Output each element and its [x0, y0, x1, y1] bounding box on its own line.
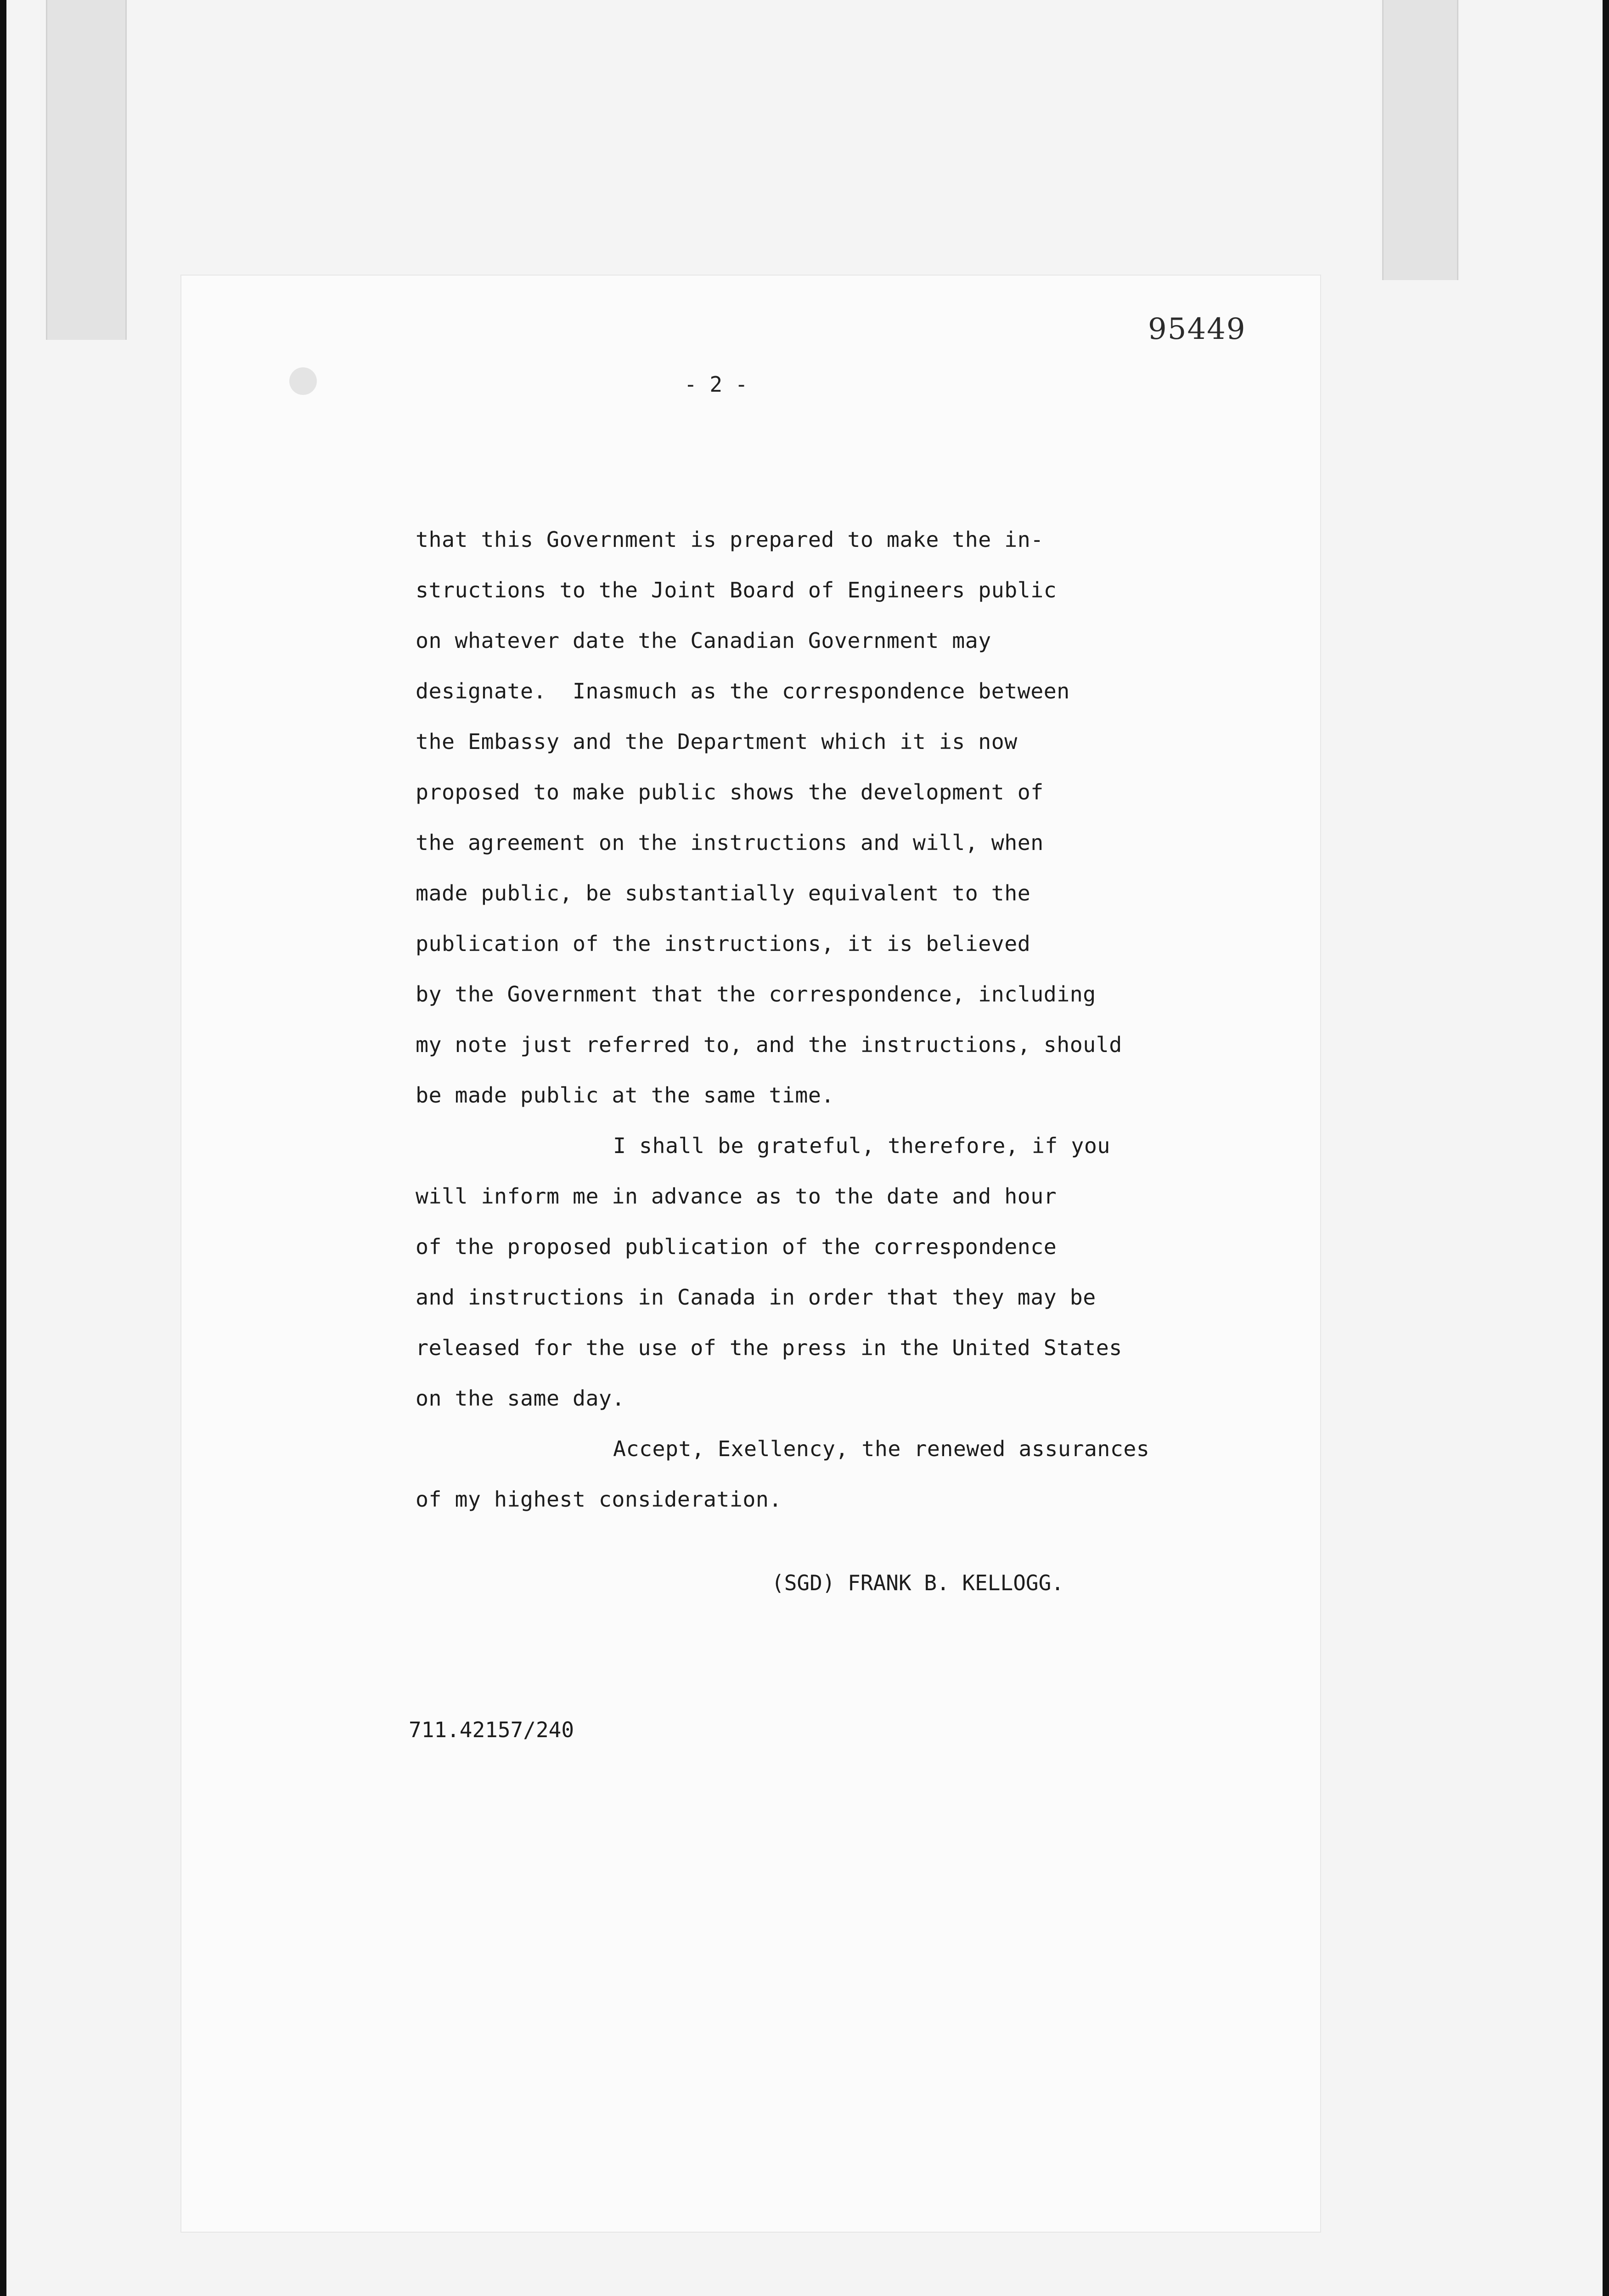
body-line: of the proposed publication of the correspondence	[416, 1234, 1057, 1259]
signature-line: (SGD) FRANK B. KELLOGG.	[771, 1570, 1064, 1595]
mounting-tape	[1382, 0, 1458, 280]
body-line: my note just referred to, and the instructions, should	[416, 1032, 1122, 1057]
body-line: that this Government is prepared to make the in-	[416, 527, 1044, 552]
letter-body	[416, 514, 1242, 1525]
body-line: will inform me in advance as to the date and hour	[416, 1184, 1057, 1209]
body-line: be made public at the same time.	[416, 1083, 834, 1108]
body-line: on whatever date the Canadian Government may	[416, 628, 991, 653]
body-line: structions to the Joint Board of Engineers public	[416, 578, 1057, 602]
body-line: made public, be substantially equivalent to the	[416, 881, 1031, 906]
document-number: 95449	[1148, 312, 1246, 346]
body-line: I shall be grateful, therefore, if you	[613, 1133, 1110, 1158]
body-line: of my highest consideration.	[416, 1487, 782, 1512]
body-line: publication of the instructions, it is believed	[416, 931, 1031, 956]
body-line: Accept, Exellency, the renewed assurances	[613, 1436, 1150, 1461]
mounting-tape	[46, 0, 127, 340]
body-line: on the same day.	[416, 1386, 625, 1411]
body-line: the agreement on the instructions and will, when	[416, 830, 1044, 855]
body-line: and instructions in Canada in order that they may be	[416, 1285, 1096, 1310]
page-number: - 2 -	[684, 372, 748, 397]
body-line: the Embassy and the Department which it is now	[416, 729, 1018, 754]
punch-hole	[289, 367, 317, 395]
body-line: proposed to make public shows the development of	[416, 780, 1044, 805]
file-reference: 711.42157/240	[409, 1717, 574, 1742]
body-line: released for the use of the press in the United States	[416, 1335, 1122, 1360]
body-line: by the Government that the correspondence, including	[416, 982, 1096, 1007]
body-line: designate. Inasmuch as the correspondence between	[416, 679, 1070, 703]
